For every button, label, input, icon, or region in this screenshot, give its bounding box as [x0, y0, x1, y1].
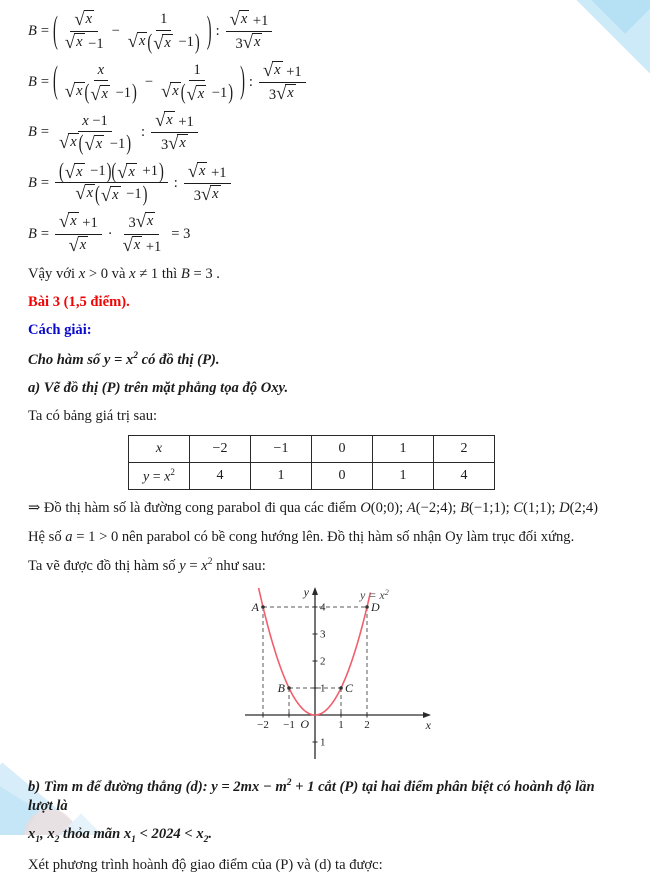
part-b-heading: b) Tìm m để đường thẳng (d): $y = 2mx - m^2 + 1$ cắt (P) tại hai điểm phân biệt có hoành độ lần lượt là [28, 777, 599, 815]
svg-text:3: 3 [320, 628, 326, 641]
solution-method-heading: Cách giải: [28, 322, 92, 339]
part-a-heading: a) Vẽ đồ thị (P) trên mặt phẳng tọa độ Oxy. [28, 379, 289, 396]
table-row [129, 436, 495, 463]
value-table-intro: Ta có bảng giá trị sau: [28, 408, 158, 425]
table-cell: 1 [251, 463, 312, 490]
parabola-graph [243, 585, 433, 763]
svg-text:−1: −1 [283, 718, 295, 731]
table-cell: −2 [190, 436, 251, 463]
intersection-equation-intro: Xét phương trình hoành độ giao điểm của (P) và (d) ta được: [28, 856, 383, 873]
table-cell: 1 [373, 463, 434, 490]
graph-intro-line: Ta vẽ được đồ thị hàm số $y = x^2$ như sau: [28, 556, 266, 574]
equation-step-2: B = ( x √ x ( √ x −1 ) − 1 √ x ( √ x −1 ) ) : √ x +1 3 √ x [28, 61, 622, 105]
svg-text:2: 2 [364, 718, 370, 731]
graph-figure [243, 585, 622, 768]
problem-heading: Bài 3 (1,5 điểm). [28, 294, 130, 311]
svg-text:−2: −2 [257, 718, 269, 731]
value-table [128, 435, 495, 490]
table-cell: 4 [190, 463, 251, 490]
equation-step-1: B = ( √ x √ x −1 − 1 √ x ( √ x −1 ) ) : √ x +1 3 √ x [28, 10, 622, 54]
svg-text:1: 1 [320, 736, 326, 749]
svg-text:D: D [371, 599, 380, 614]
table-cell: −1 [251, 436, 312, 463]
svg-text:x: x [425, 717, 431, 732]
svg-text:A: A [251, 599, 259, 614]
table-cell: 2 [434, 436, 495, 463]
svg-text:2: 2 [320, 655, 326, 668]
svg-text:C: C [345, 680, 354, 695]
table-row [129, 463, 495, 490]
svg-text:B: B [277, 680, 285, 695]
svg-text:1: 1 [320, 682, 326, 695]
table-cell: x [129, 436, 190, 463]
given-function-line: Cho hàm số $y = x^2$ có đồ thị (P). [28, 350, 220, 368]
svg-text:4: 4 [320, 601, 326, 614]
conclusion-line: Vậy với x > 0 và x ≠ 1 thì B = 3 . [28, 265, 220, 282]
table-cell: 4 [434, 463, 495, 490]
parabola-points-line: ⇒ Đồ thị hàm số là đường cong parabol đi qua các điểm O(0;0); A(−2;4); B(−1;1); C(1;1); D(2;4) [28, 500, 599, 517]
table-cell: 0 [312, 436, 373, 463]
svg-text:y = x2: $y = x^2$ [360, 587, 389, 602]
svg-text:O: O [300, 716, 309, 731]
equation-step-5: B = √ x +1 √ x · 3 √ x √ x +1 = 3 [28, 211, 191, 256]
table-cell: 1 [373, 436, 434, 463]
part-b-condition-line: $x_1$, $x_2$ thỏa mãn $x_1 < 2024 < x_2$. [28, 826, 213, 846]
svg-text:y: y [303, 584, 309, 599]
value-table-body [129, 436, 495, 490]
equation-step-3: B = x −1 √ x ( √ x −1 ) : √ x +1 3 √ x [28, 111, 622, 155]
svg-text:1: 1 [338, 718, 344, 731]
table-cell: $y = x^2$ [129, 463, 190, 490]
equation-step-4: B = ( √ x −1 ) ( √ x +1 ) √ x ( √ x −1 ) : √ x +1 3 √ x [28, 162, 622, 206]
table-cell: 0 [312, 463, 373, 490]
coefficient-note-line: Hệ số a = 1 > 0 nên parabol có bề cong hướng lên. Đồ thị hàm số nhận Oy làm trục đối xứng. [28, 528, 575, 545]
